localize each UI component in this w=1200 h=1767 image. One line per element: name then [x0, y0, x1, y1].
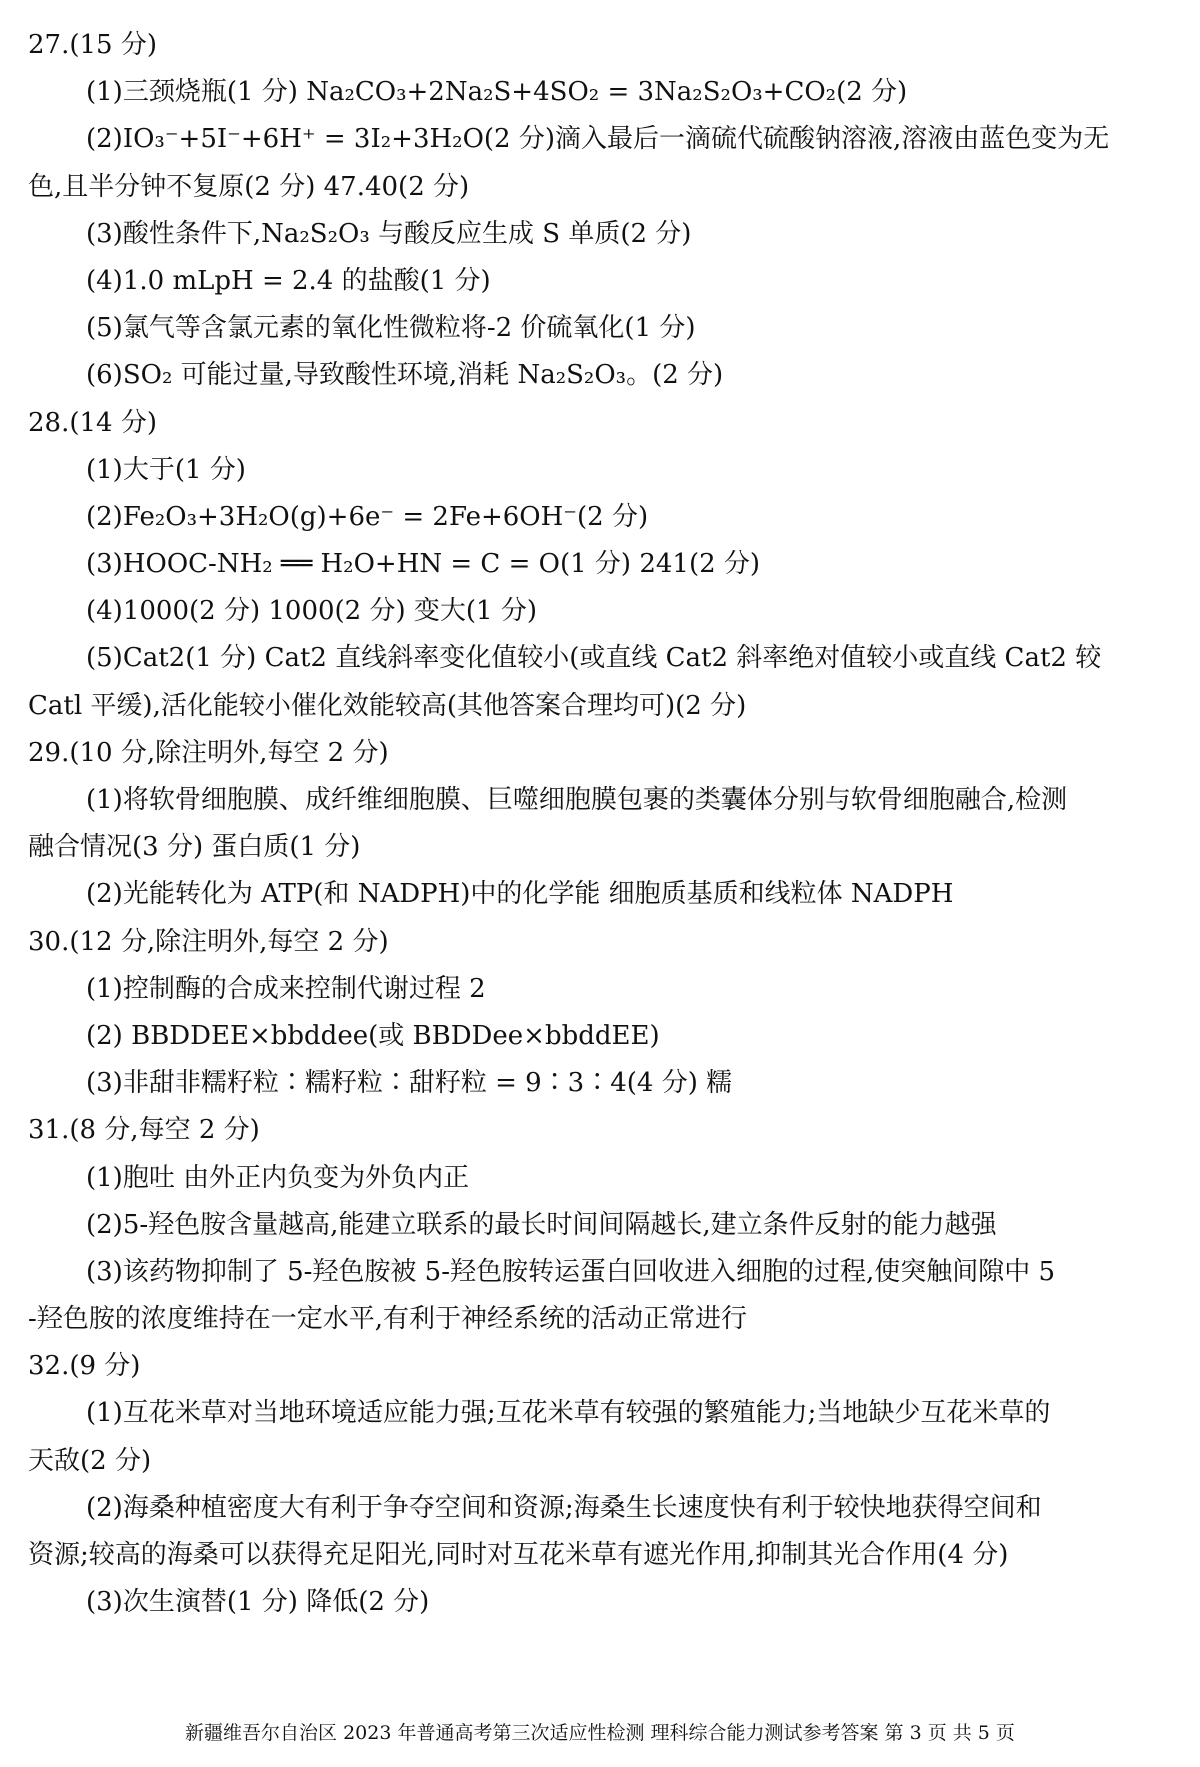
page-footer: 新疆维吾尔自治区 2023 年普通高考第三次适应性检测 理科综合能力测试参考答案 第 3 页 共 5 页 — [185, 1722, 1015, 1744]
q27-part5: (5)氯气等含氯元素的氧化性微粒将-2 价硫氧化(1 分) — [86, 313, 696, 344]
q28-part4: (4)1000(2 分) 1000(2 分) 变大(1 分) — [86, 596, 537, 627]
q29-part2: (2)光能转化为 ATP(和 NADPH)中的化学能 细胞质基质和线粒体 NADPH — [86, 879, 954, 910]
q27-part6: (6)SO₂ 可能过量,导致酸性环境,消耗 Na₂S₂O₃。(2 分) — [86, 360, 724, 391]
q28-part5: (5)Cat2(1 分) Cat2 直线斜率变化值较小(或直线 Cat2 斜率绝对值较小或直线 Cat2 较 — [86, 643, 1102, 674]
q28-part3: (3)HOOC-NH₂ ══ H₂O+HN = C = O(1 分) 241(2 分) — [86, 549, 761, 580]
q31-part3-cont: -羟色胺的浓度维持在一定水平,有利于神经系统的活动正常进行 — [28, 1304, 748, 1335]
q32-part2-cont: 资源;较高的海桑可以获得充足阳光,同时对互花米草有遮光作用,抑制其光合作用(4 分) — [28, 1540, 1009, 1570]
q27-heading: 27.(15 分) — [28, 30, 157, 60]
q27-part2: (2)IO₃⁻+5I⁻+6H⁺ = 3I₂+3H₂O(2 分)滴入最后一滴硫代硫酸钠溶液,溶液由蓝色变为无 — [86, 124, 1110, 155]
q32-heading: 32.(9 分) — [28, 1351, 141, 1382]
q28-part5-cont: Catl 平缓),活化能较小催化效能较高(其他答案合理均可)(2 分) — [28, 690, 747, 721]
q31-part1: (1)胞吐 由外正内负变为外负内正 — [86, 1162, 470, 1193]
q27-part1: (1)三颈烧瓶(1 分) Na₂CO₃+2Na₂S+4SO₂ = 3Na₂S₂O₃+CO₂(2 分) — [86, 77, 908, 108]
q32-part3: (3)次生演替(1 分) 降低(2 分) — [86, 1587, 430, 1618]
q31-heading: 31.(8 分,每空 2 分) — [28, 1115, 260, 1146]
q30-heading: 30.(12 分,除注明外,每空 2 分) — [28, 926, 389, 957]
q29-part1-cont: 融合情况(3 分) 蛋白质(1 分) — [28, 832, 361, 863]
q30-part1: (1)控制酶的合成来控制代谢过程 2 — [86, 973, 486, 1004]
answer-document — [28, 22, 1173, 1626]
q32-part1: (1)互花米草对当地环境适应能力强;互花米草有较强的繁殖能力;当地缺少互花米草的 — [86, 1398, 1051, 1429]
q30-part2: (2) BBDDEE×bbddee(或 BBDDee×bbddEE) — [86, 1020, 660, 1051]
q28-part1: (1)大于(1 分) — [86, 454, 246, 485]
q29-part1: (1)将软骨细胞膜、成纤维细胞膜、巨噬细胞膜包裹的类囊体分别与软骨细胞融合,检测 — [86, 785, 1068, 815]
q32-part1-cont: 天敌(2 分) — [28, 1445, 152, 1476]
q27-part2-cont: 色,且半分钟不复原(2 分) 47.40(2 分) — [28, 171, 470, 202]
q27-part3: (3)酸性条件下,Na₂S₂O₃ 与酸反应生成 S 单质(2 分) — [86, 218, 692, 249]
q28-part2: (2)Fe₂O₃+3H₂O(g)+6e⁻ = 2Fe+6OH⁻(2 分) — [86, 501, 649, 532]
q32-part2: (2)海桑种植密度大有利于争夺空间和资源;海桑生长速度快有利于较快地获得空间和 — [86, 1492, 1042, 1523]
q28-heading: 28.(14 分) — [28, 407, 157, 438]
q31-part3: (3)该药物抑制了 5-羟色胺被 5-羟色胺转运蛋白回收进入细胞的过程,使突触间隙中 5 — [86, 1256, 1056, 1287]
q30-part3: (3)非甜非糯籽粒∶糯籽粒∶甜籽粒 = 9∶3∶4(4 分) 糯 — [86, 1068, 733, 1099]
q27-part4: (4)1.0 mLpH = 2.4 的盐酸(1 分) — [86, 265, 491, 296]
q31-part2: (2)5-羟色胺含量越高,能建立联系的最长时间间隔越长,建立条件反射的能力越强 — [86, 1209, 997, 1240]
q29-heading: 29.(10 分,除注明外,每空 2 分) — [28, 737, 389, 768]
